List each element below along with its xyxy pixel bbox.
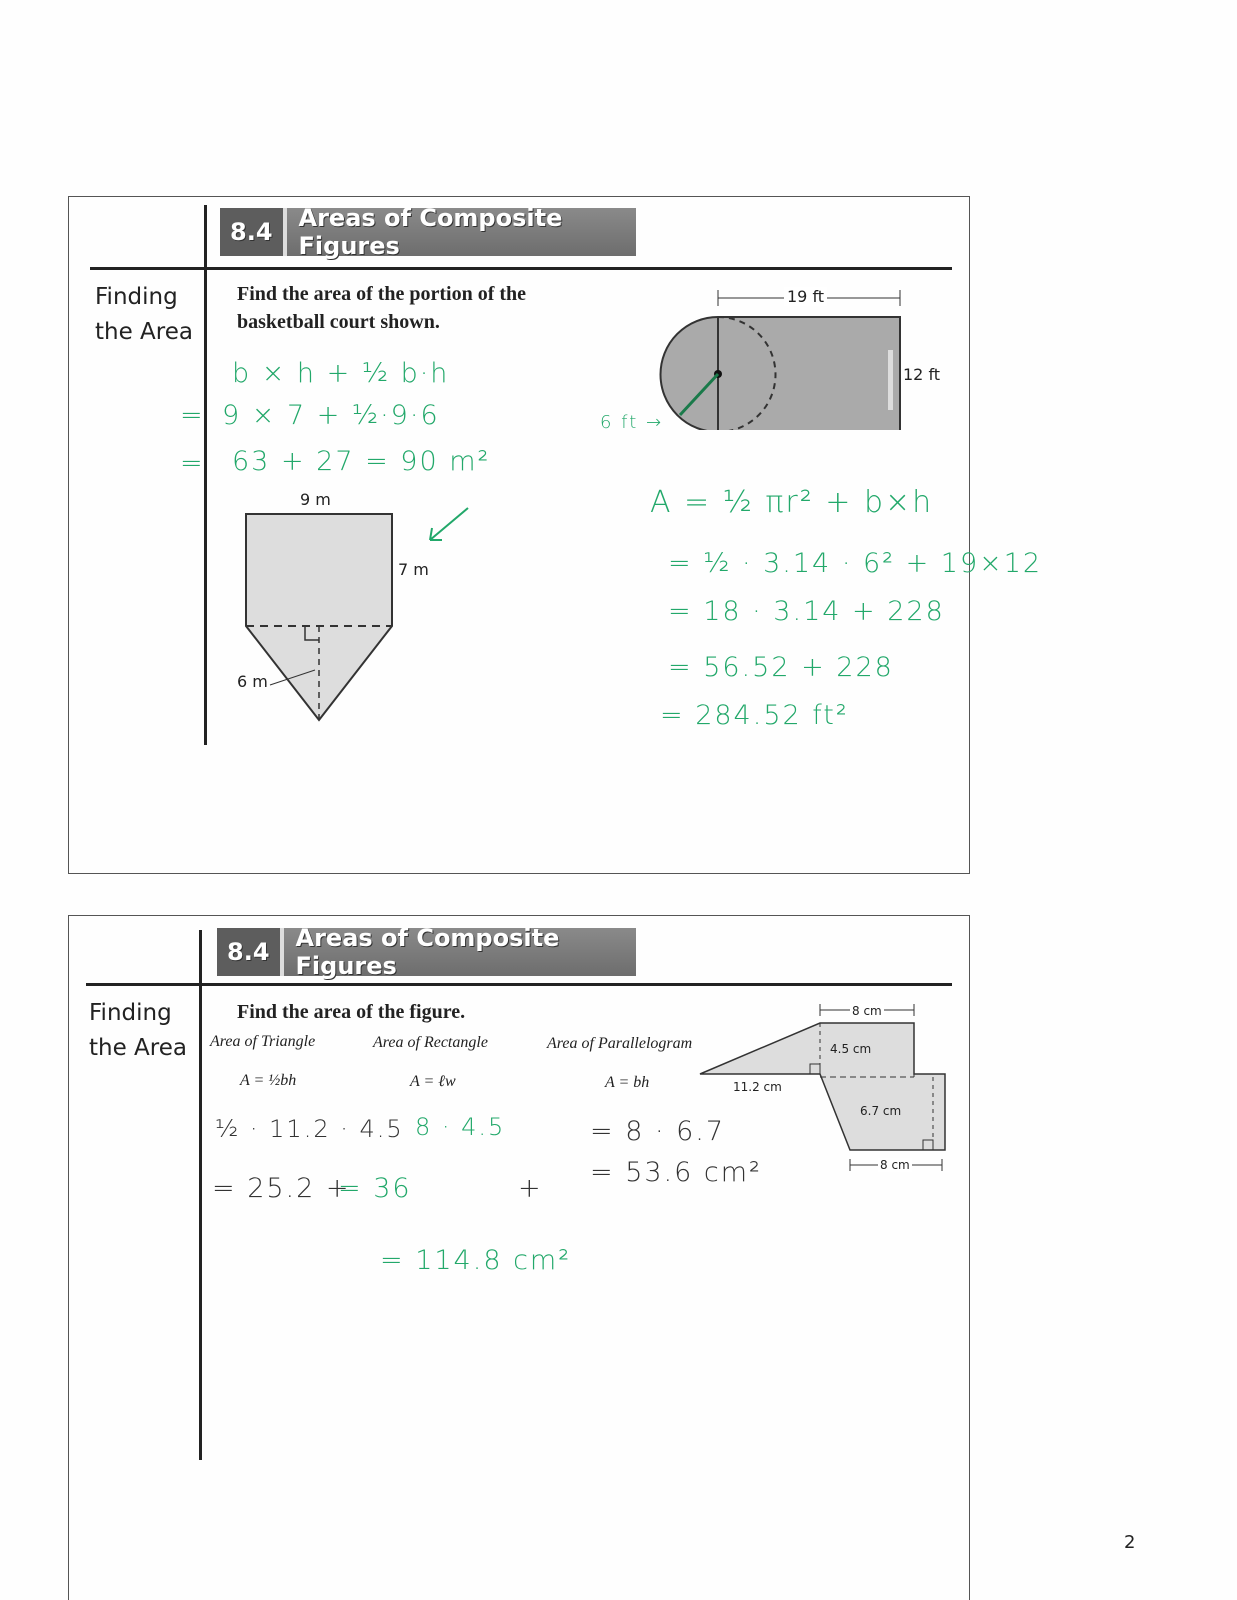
handwritten-line: 63 + 27 = 90 m²	[232, 446, 491, 477]
side-label-line: Finding	[89, 1000, 172, 1026]
handwritten-note: 6 ft →	[600, 412, 664, 433]
side-label-line: Finding	[95, 284, 178, 310]
handwritten-line: A = ½ πr² + b×h	[650, 485, 934, 520]
slide-1-banner	[220, 204, 636, 260]
handwritten-line: ½ · 11.2 · 4.5	[215, 1115, 404, 1143]
slide-2-banner	[217, 924, 636, 980]
problem-text	[237, 280, 526, 336]
handwritten-line: = ½ · 3.14 · 6² + 19×12	[668, 548, 1043, 579]
dimension-label: 8 cm	[880, 1158, 910, 1172]
formula: A = ℓw	[410, 1073, 456, 1090]
handwritten-line: 9 × 7 + ½·9·6	[222, 400, 440, 431]
dimension-label: 11.2 cm	[733, 1080, 782, 1094]
dimension-label: 7 m	[398, 560, 429, 579]
dimension-label: 8 cm	[852, 1004, 882, 1018]
handwritten-line: = 284.52 ft²	[660, 700, 849, 731]
handwritten-line: = 25.2 +	[212, 1173, 351, 1204]
section-title: Areas of Composite Figures	[295, 924, 560, 980]
handwritten-line: 8 · 4.5	[415, 1113, 506, 1141]
composite-figure	[690, 1000, 960, 1180]
section-number: 8.4	[220, 208, 287, 256]
handwritten-line: = 56.52 + 228	[668, 652, 894, 683]
pentagon-figure	[230, 500, 490, 730]
side-label-line: the Area	[89, 1035, 187, 1061]
column-heading: Area of Rectangle	[373, 1034, 488, 1051]
formula: A = bh	[605, 1074, 650, 1091]
basketball-court-figure	[650, 280, 910, 430]
section-title: Areas of Composite Figures	[298, 204, 563, 260]
divider	[86, 983, 952, 986]
dimension-label: 6.7 cm	[860, 1104, 902, 1118]
divider	[90, 267, 952, 270]
dimension-label: 9 m	[300, 490, 331, 509]
handwritten-total: = 114.8 cm²	[380, 1245, 572, 1276]
handwritten-line: = 36	[338, 1173, 412, 1204]
problem-line: basketball court shown.	[237, 311, 440, 333]
dimension-label: 6 m	[237, 672, 268, 691]
handwritten-line: +	[518, 1173, 543, 1204]
handwritten-line: b × h + ½ b·h	[232, 358, 450, 389]
page-number: 2	[1124, 1532, 1136, 1553]
handwritten-line: = 8 · 6.7	[590, 1116, 726, 1147]
column-heading: Area of Parallelogram	[547, 1035, 693, 1052]
handwritten-line: = 53.6 cm²	[590, 1157, 762, 1188]
handwritten-line: = 18 · 3.14 + 228	[668, 596, 945, 627]
dimension-label: 12 ft	[903, 365, 941, 384]
divider	[199, 930, 202, 1460]
column-heading: Area of Triangle	[210, 1033, 316, 1050]
side-label	[89, 996, 187, 1066]
formula: A = ½bh	[240, 1072, 297, 1089]
section-number: 8.4	[217, 928, 284, 976]
dimension-label: 19 ft	[784, 287, 827, 306]
dimension-label: 4.5 cm	[830, 1042, 872, 1056]
handwritten-eq: =	[180, 400, 205, 431]
handwritten-eq: =	[180, 448, 205, 479]
side-label-line: the Area	[95, 319, 193, 345]
problem-line: Find the area of the portion of the	[237, 283, 527, 305]
problem-text: Find the area of the figure.	[237, 1001, 466, 1023]
side-label	[95, 280, 193, 350]
